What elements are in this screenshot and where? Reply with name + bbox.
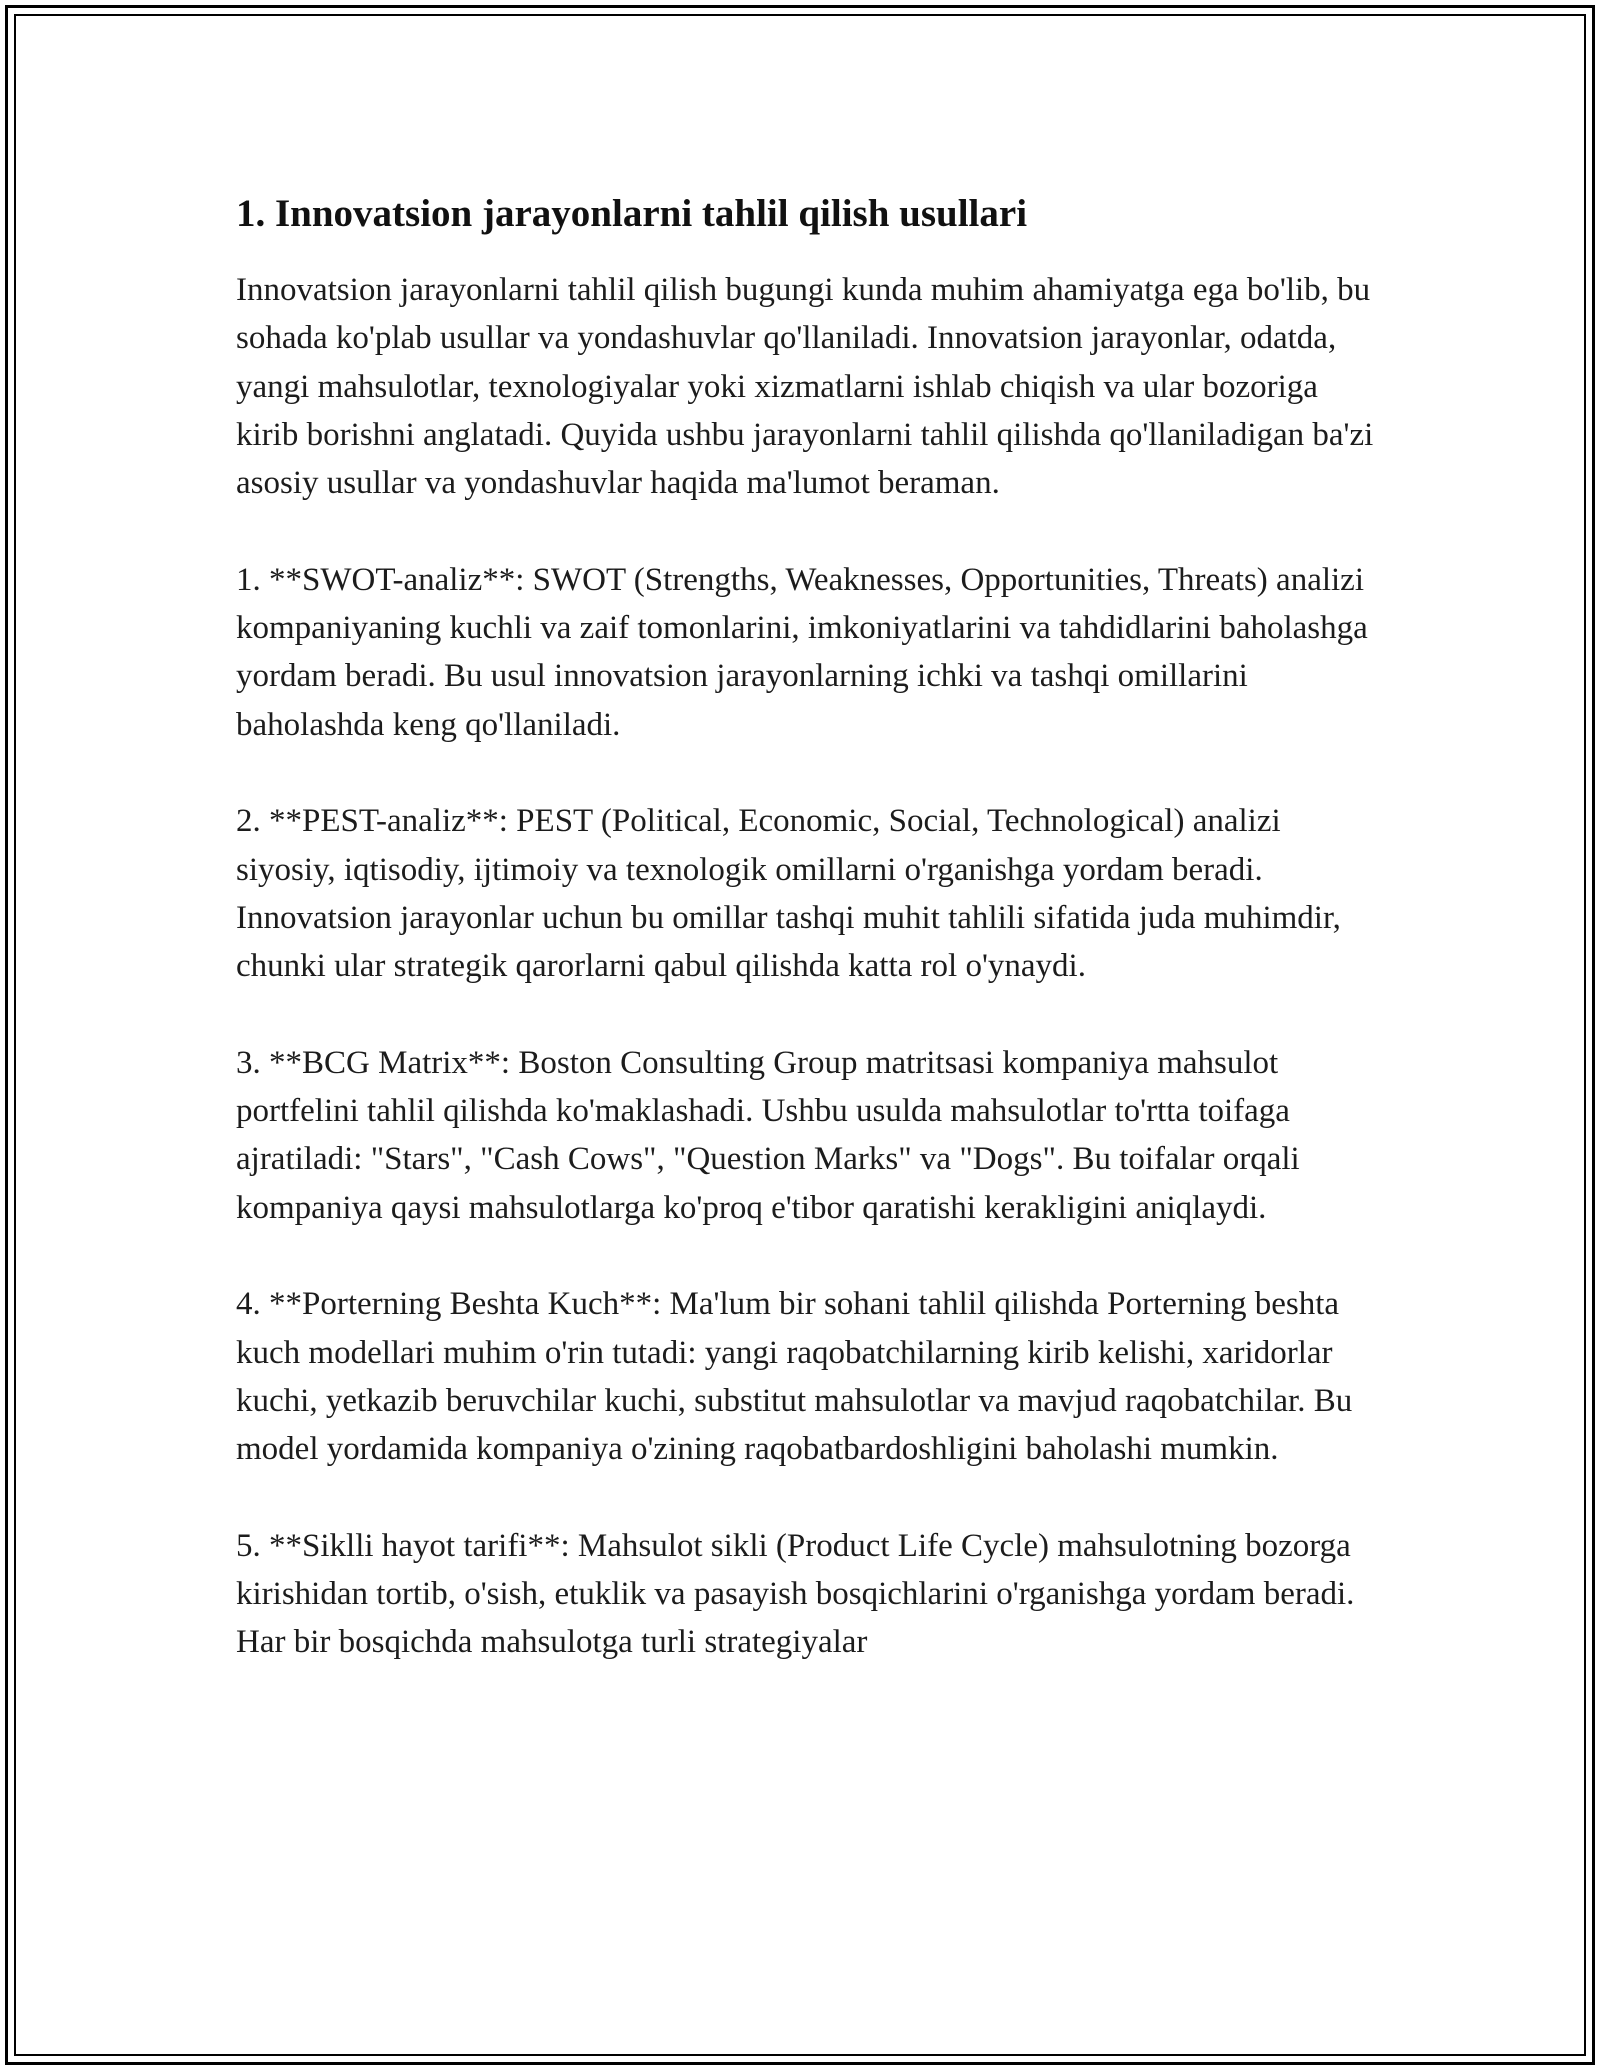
- paragraph-bcg: 3. **BCG Matrix**: Boston Consulting Group matritsasi kompaniya mahsulot portfelini tahlil qilishda ko'maklashadi. Ushbu usulda mahsulotlar to'rtta toifaga ajratiladi: "Stars", "Cash Cows", "Question Marks" va "Dogs". Bu toifalar orqali kompaniya qaysi mahsulotlarga ko'proq e'tibor qaratishi kerakligini aniqlaydi.: [236, 1044, 1300, 1226]
- paragraph-pest: 2. **PEST-analiz**: PEST (Political, Economic, Social, Technological) analizi siyosiy, iqtisodiy, ijtimoiy va texnologik omillarni o'rganishga yordam beradi. Innovatsion jarayonlar uchun bu omillar tashqi muhit tahlili sifatida juda muhimdir, chunki ular strategik qarorlarni qabul qilishda katta rol o'ynaydi.: [236, 803, 1341, 985]
- paragraph-intro: Innovatsion jarayonlarni tahlil qilish bugungi kunda muhim ahamiyatga ega bo'lib, bu sohada ko'plab usullar va yondashuvlar qo'llaniladi. Innovatsion jarayonlar, odatda, yangi mahsulotlar, texnologiyalar yoki xizmatlarni ishlab chiqish va ular bozoriga kirib borishni anglatadi. Quyida ushbu jarayonlarni tahlil qilishda qo'llaniladigan ba'zi asosiy usullar va yondashuvlar haqida ma'lumot beraman.: [236, 272, 1374, 502]
- paragraph-porter: 4. **Porterning Beshta Kuch**: Ma'lum bir sohani tahlil qilishda Porterning beshta kuch modellari muhim o'rin tutadi: yangi raqobatchilarning kirib kelishi, xaridorlar kuchi, yetkazib beruvchilar kuchi, substitut mahsulotlar va mavjud raqobatchilar. Bu model yordamida kompaniya o'zining raqobatbardoshligini baholashi mumkin.: [236, 1286, 1353, 1468]
- paragraph-swot: 1. **SWOT-analiz**: SWOT (Strengths, Weaknesses, Opportunities, Threats) analizi kompaniyaning kuchli va zaif tomonlarini, imkoniyatlarini va tahdidlarini baholashga yordam beradi. Bu usul innovatsion jarayonlarning ichki va tashqi omillarini baholashda keng qo'llaniladi.: [236, 561, 1368, 743]
- document-body: [236, 188, 1376, 1667]
- document-title: 1. Innovatsion jarayonlarni tahlil qilish usullari: [236, 192, 1028, 235]
- paragraph-life-cycle: 5. **Siklli hayot tarifi**: Mahsulot sikli (Product Life Cycle) mahsulotning bozorga kirishidan tortib, o'sish, etuklik va pasayish bosqichlarini o'rganishga yordam beradi. Har bir bosqichda mahsulotga turli strategiyalar: [236, 1527, 1355, 1661]
